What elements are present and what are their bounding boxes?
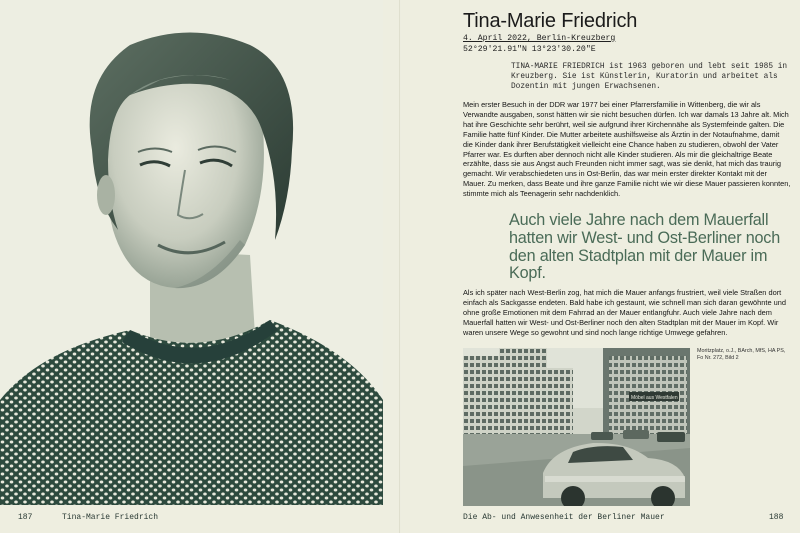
intro-text: TINA-MARIE FRIEDRICH ist 1963 geboren und lebt seit 1985 in Kreuzberg. Sie ist Künstlerin, Kuratorin und arbeitet als Dozentin mit jungen Erwachsenen. — [511, 63, 788, 92]
shop-sign: Möbel aus Westfalen — [631, 395, 678, 401]
page-number-left: 187 — [18, 513, 33, 522]
running-head-right: Die Ab- und Anwesenheit der Berliner Mauer — [463, 513, 665, 522]
page-number-right: 188 — [769, 513, 784, 522]
body-paragraph-2: Als ich später nach West-Berlin zog, hat mich die Mauer anfangs frustriert, weil viele Straßen dort einfach als Sackgasse endeten. Bald habe ich gestaunt, wie schnell man sich daran gewöhnte und ohne große Emotionen mit dem Fahrrad an der Mauer entlangfuhr. Auch viele Jahre nach dem Mauerfall hatten wir West- und Ost-Berliner noch den alten Stadtplan mit der Mauer im Kopf. Wir waren unsere Wege so gewohnt und sind noch lange richtige Umwege gefahren. — [463, 288, 786, 337]
archival-street-photo — [463, 348, 690, 506]
date-place: 4. April 2022, Berlin-Kreuzberg — [463, 34, 616, 43]
coordinates: 52°29'21.91"N 13°23'30.20"E — [463, 45, 596, 54]
portrait-photo — [0, 0, 383, 505]
pull-quote: Auch viele Jahre nach dem Mauerfall hatten wir West- und Ost-Berliner noch den alten Stadtplan mit der Mauer im Kopf. — [509, 211, 781, 283]
gutter — [399, 0, 401, 533]
photo-caption: Moritzplatz, o.J., BArch, MfS, HA PS, Fo Nr. 272, Bild 2 — [697, 348, 786, 361]
page-title: Tina-Marie Friedrich — [463, 10, 638, 32]
body-paragraph-1: Mein erster Besuch in der DDR war 1977 bei einer Pfarrersfamilie in Wittenberg, die wir als Verwandte ausgaben, sonst hätten wir sie nicht besuchen dürfen. Ich war damals 13 Jahre alt. Mich hat ihre Geschichte sehr berührt, weil sie aufgrund ihrer Kirchennähe als Systemfeinde galten. Die Familie hatte fünf Kinder. Die Mutter arbeitete aushilfsweise als Ärztin in der Notaufnahme, damit die Kinder dank ihrer Berufstätigkeit vielleicht eine Chance haben zu studieren, obwohl der Vater Pfarrer war. Es durften aber dennoch nicht alle Kinder studieren. Als mir die gleichaltrige Beate erzählte, dass sie aus Angst auch Freunden nicht immer sagt, was sie denkt, hat mich das traurig gemacht. Wir verabschiedeten uns in Ost-Berlin, das war mein erster direkter Kontakt mit der Mauer. Zu merken, dass Beate und ihre ganze Familie nicht wie wir diese Mauer passieren konnten, stimmte mich als Teenagerin sehr nachdenklich. — [463, 100, 791, 199]
running-head-left: Tina-Marie Friedrich — [62, 513, 159, 522]
date-location — [463, 33, 615, 55]
